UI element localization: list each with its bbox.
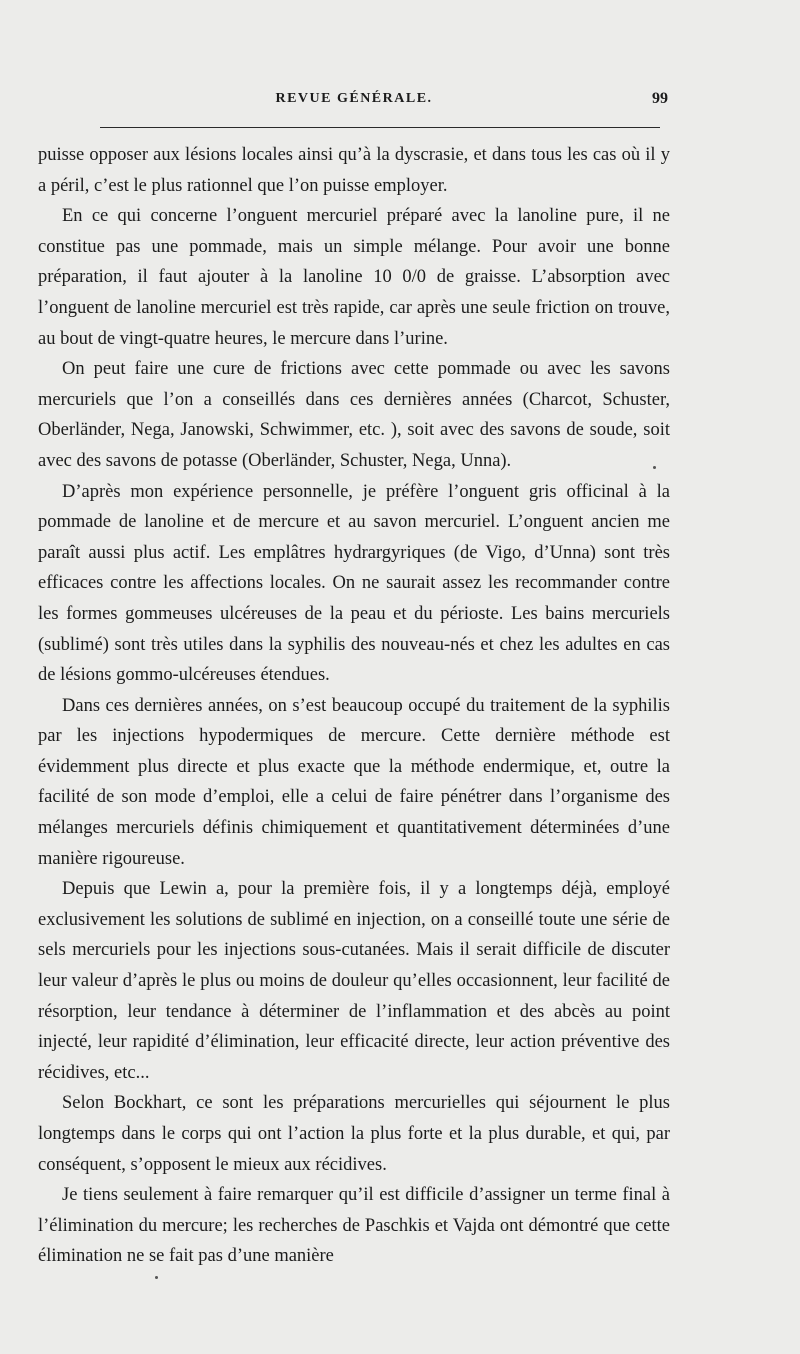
header-rule <box>100 127 660 128</box>
page-header <box>38 90 670 112</box>
running-head: REVUE GÉNÉRALE. <box>275 91 433 106</box>
ink-speck <box>653 466 656 469</box>
paragraph: Selon Bockhart, ce sont les préparations mercurielles qui séjournent le plus longtemps dans le corps qui ont l’action la plus forte et la plus durable, et qui, par conséquent, s’opposent le mieux aux récidives. <box>38 1093 670 1175</box>
paragraph: puisse opposer aux lésions locales ainsi qu’à la dyscrasie, et dans tous les cas où il y a péril, c’est le plus rationnel que l’on puisse employer. <box>38 145 670 196</box>
ink-speck <box>155 1276 158 1279</box>
paragraph: En ce qui concerne l’onguent mercuriel préparé avec la lanoline pure, il ne constitue pas une pommade, mais un simple mélange. Pour avoir une bonne préparation, il faut ajouter à la lanoline 10 0/0 de graisse. L’absorption avec l’onguent de lanoline mercuriel est très rapide, car après une seule friction on trouve, au bout de vingt-quatre heures, le mercure dans l’urine. <box>38 206 670 349</box>
paragraph: Dans ces dernières années, on s’est beaucoup occupé du traitement de la syphilis par les injections hypodermiques de mercure. Cette dernière méthode est évidemment plus directe et plus exacte que la méthode endermique, et, outre la facilité de son mode d’emploi, elle a celui de faire pénétrer dans l’organisme des mélanges mercuriels définis chimiquement et quantitativement déterminées d’une manière rigoureuse. <box>38 695 670 869</box>
paragraph: D’après mon expérience personnelle, je préfère l’onguent gris officinal à la pommade de lanoline et de mercure et au savon mercuriel. L’onguent ancien me paraît aussi plus actif. Les emplâtres hydrargyriques (de Vigo, d’Unna) sont très efficaces contre les affections locales. On ne saurait assez les recommander contre les formes gommeuses ulcéreuses de la peau et du périoste. Les bains mercuriels (sublimé) sont très utiles dans la syphilis des nouveau-nés et chez les adultes en cas de lésions gommo-ulcéreuses étendues. <box>38 481 670 686</box>
body-text <box>38 140 670 1272</box>
page-number: 99 <box>652 90 668 107</box>
paragraph: Depuis que Lewin a, pour la première fois, il y a longtemps déjà, employé exclusivement les solutions de sublimé en injection, on a conseillé toute une série de sels mercuriels pour les injections sous-cutanées. Mais il serait difficile de discuter leur valeur d’après le plus ou moins de douleur qu’elles occasionnent, leur facilité de résorption, leur tendance à déterminer de l’inflammation et des abcès au point injecté, leur rapidité d’élimination, leur efficacité directe, leur action préventive des récidives, etc... <box>38 879 670 1083</box>
paragraph: On peut faire une cure de frictions avec cette pommade ou avec les savons mercuriels que l’on a conseillés dans ces dernières années (Charcot, Schuster, Oberländer, Nega, Janowski, Schwimmer, etc. ), soit avec des savons de soude, soit avec des savons de potasse (Oberländer, Schuster, Nega, Unna). <box>38 359 670 471</box>
paragraph: Je tiens seulement à faire remarquer qu’il est difficile d’assigner un terme final à l’élimination du mercure; les recherches de Paschkis et Vajda ont démontré que cette élimination ne se fait pas d’une manière <box>38 1185 670 1267</box>
